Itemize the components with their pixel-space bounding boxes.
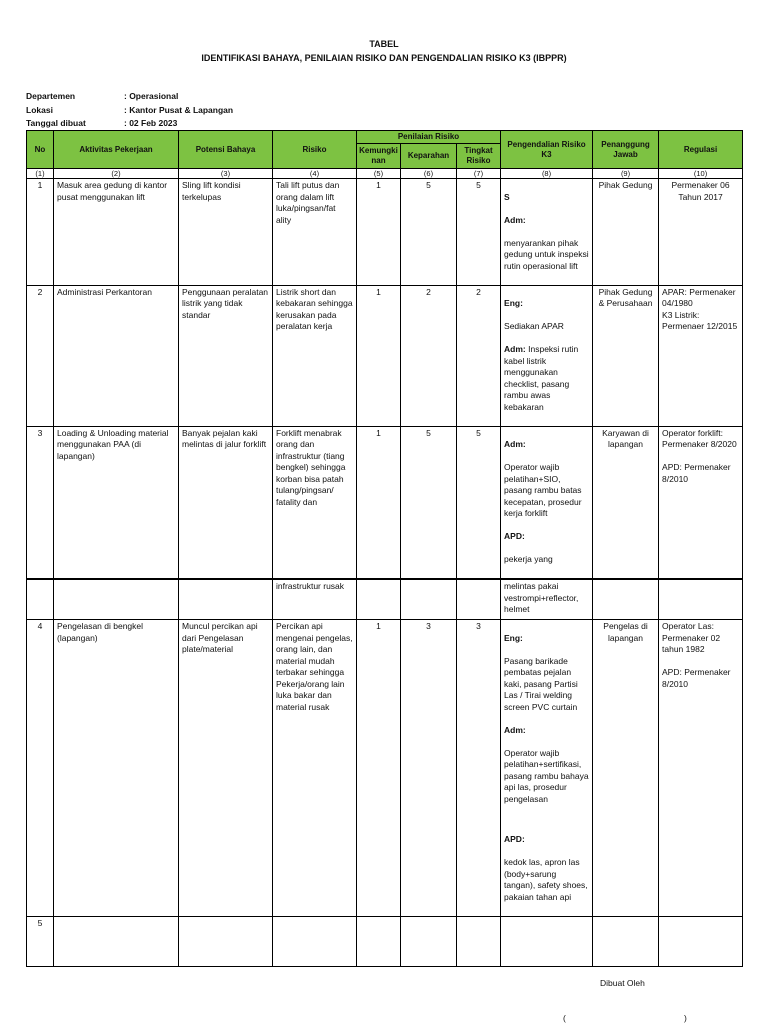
control-text: Operator wajib pelatihan+SIO, pasang rambu batas kecepatan, prosedur kerja forklift [504, 462, 582, 518]
cell-kemungkinan: 1 [357, 179, 401, 286]
cell-risiko: infrastruktur rusak [273, 580, 357, 620]
ibppr-table-continued [26, 579, 743, 967]
header-kemungkinan: Kemungki nan [357, 144, 401, 169]
cell-potensi: Sling lift kondisi terkelupas [179, 179, 273, 286]
col-number: (3) [179, 169, 273, 179]
cell-tingkat: 5 [457, 179, 501, 286]
dept-label: Departemen [26, 91, 76, 101]
header-risiko: Risiko [273, 131, 357, 169]
cell-risiko: Forklift menabrak orang dan infrastruktur (tiang bengkel) sehingga korban bisa patah tulang/pingsan/ fatality dan [273, 426, 357, 579]
cell-risiko: Listrik short dan kebakaran sehingga kerusakan pada peralatan kerja [273, 285, 357, 426]
table-row [27, 580, 743, 620]
created-by-label: Dibuat Oleh [600, 978, 645, 988]
col-number: (10) [659, 169, 743, 179]
cell-pengendalian [501, 620, 593, 917]
cell-no: 4 [27, 620, 54, 917]
cell-penanggung: Pihak Gedung & Perusahaan [593, 285, 659, 426]
cell-aktivitas: Masuk area gedung di kantor pusat menggunakan lift [54, 179, 179, 286]
col-number: (4) [273, 169, 357, 179]
header-penanggung: Penanggung Jawab [593, 131, 659, 169]
control-label: Eng: [504, 298, 523, 308]
header-no: No [27, 131, 54, 169]
table-row [27, 620, 743, 917]
cell-keparahan: 5 [401, 426, 457, 579]
cell-aktivitas: Loading & Unloading material menggunakan PAA (di lapangan) [54, 426, 179, 579]
cell-penanggung: Pihak Gedung [593, 179, 659, 286]
doc-subtitle: IDENTIFIKASI BAHAYA, PENILAIAN RISIKO DAN PENGENDALIAN RISIKO K3 (IBPPR) [201, 53, 567, 63]
cell-tingkat: 2 [457, 285, 501, 426]
control-label: Adm: [504, 724, 526, 735]
cell-regulasi: Operator Las: Permenaker 02 tahun 1982 APD: Permenaker 8/2010 [659, 620, 743, 917]
cell-no: 2 [27, 285, 54, 426]
cell-penanggung: Pengelas di lapangan [593, 620, 659, 917]
date-label: Tanggal dibuat [26, 118, 86, 128]
cell-risiko: Tali lift putus dan orang dalam lift luka/pingsan/fat ality [273, 179, 357, 286]
header-keparahan: Keparahan [401, 144, 457, 169]
cell-keparahan: 2 [401, 285, 457, 426]
doc-title: TABEL [369, 39, 399, 49]
control-text: Inspeksi rutin kabel listrik menggunakan checklist, pasang rambu awas kebakaran [504, 344, 579, 412]
header-regulasi: Regulasi [659, 131, 743, 169]
cell-penanggung: Karyawan di lapangan [593, 426, 659, 579]
control-text: Sediakan APAR [504, 321, 564, 331]
signature-paren-close: ) [684, 1013, 687, 1023]
cell-pengendalian [501, 285, 593, 426]
col-number: (9) [593, 169, 659, 179]
cell-regulasi: Permenaker 06 Tahun 2017 [659, 179, 743, 286]
cell-pengendalian [501, 179, 593, 286]
control-label: S [504, 191, 510, 202]
control-label: Eng: [504, 632, 523, 643]
cell-no: 3 [27, 426, 54, 579]
header-aktivitas: Aktivitas Pekerjaan [54, 131, 179, 169]
cell-regulasi: Operator forklift: Permenaker 8/2020 APD: Permenaker 8/2010 [659, 426, 743, 579]
header-penilaian: Penilaian Risiko [357, 131, 501, 144]
cell-potensi: Muncul percikan api dari Pengelasan plate/material [179, 620, 273, 917]
cell-pengendalian: melintas pakai vestrompi+reflector, helmet [501, 580, 593, 620]
control-label: APD: [504, 531, 525, 541]
col-number: (7) [457, 169, 501, 179]
cell-no: 1 [27, 179, 54, 286]
control-label: Adm: [504, 344, 526, 354]
control-label: Adm: [504, 439, 526, 449]
cell-aktivitas: Administrasi Perkantoran [54, 285, 179, 426]
control-text: Operator wajib pelatihan+sertifikasi, pasang rambu bahaya api las, prosedur pengelasan [504, 747, 589, 804]
header-potensi: Potensi Bahaya [179, 131, 273, 169]
table-row [27, 285, 743, 426]
cell-aktivitas: Pengelasan di bengkel (lapangan) [54, 620, 179, 917]
control-text: pekerja yang [504, 554, 553, 564]
cell-risiko: Percikan api mengenai pengelas, orang lain, dan material mudah terbakar sehingga Pekerja/orang lain luka bakar dan material rusak [273, 620, 357, 917]
cell-potensi: Penggunaan peralatan listrik yang tidak standar [179, 285, 273, 426]
cell-kemungkinan: 1 [357, 285, 401, 426]
cell-potensi: Banyak pejalan kaki melintas di jalur forklift [179, 426, 273, 579]
date-value: : 02 Feb 2023 [124, 118, 178, 128]
ibppr-table [26, 130, 743, 579]
header-pengendalian: Pengendalian Risiko K3 [501, 131, 593, 169]
header-tingkat: Tingkat Risiko [457, 144, 501, 169]
control-text: Pasang barikade pembatas pejalan kaki, pasang Partisi Las / Tirai welding screen PVC curtain [504, 655, 578, 712]
cell-pengendalian [501, 426, 593, 579]
col-number: (1) [27, 169, 54, 179]
table-row [27, 179, 743, 286]
col-number: (6) [401, 169, 457, 179]
cell-no: 5 [27, 916, 54, 966]
control-label: Adm: [504, 214, 526, 225]
control-text: kedok las, apron las (body+sarung tangan), safety shoes, pakaian tahan api [504, 857, 588, 902]
table-row [27, 916, 743, 966]
col-number: (5) [357, 169, 401, 179]
cell-tingkat: 3 [457, 620, 501, 917]
cell-kemungkinan: 1 [357, 426, 401, 579]
cell-kemungkinan: 1 [357, 620, 401, 917]
table-row [27, 426, 743, 579]
cell-tingkat: 5 [457, 426, 501, 579]
col-number: (2) [54, 169, 179, 179]
signature-paren-open: ( [563, 1013, 566, 1023]
control-label: APD: [504, 834, 525, 844]
cell-regulasi: APAR: Permenaker 04/1980 K3 Listrik: Permenaer 12/2015 [659, 285, 743, 426]
control-text: menyarankan pihak gedung untuk inspeksi rutin operasional lift [504, 237, 589, 271]
dept-value: : Operasional [124, 91, 179, 101]
location-value: : Kantor Pusat & Lapangan [124, 105, 234, 115]
col-number: (8) [501, 169, 593, 179]
cell-keparahan: 3 [401, 620, 457, 917]
cell-keparahan: 5 [401, 179, 457, 286]
location-label: Lokasi [26, 105, 53, 115]
